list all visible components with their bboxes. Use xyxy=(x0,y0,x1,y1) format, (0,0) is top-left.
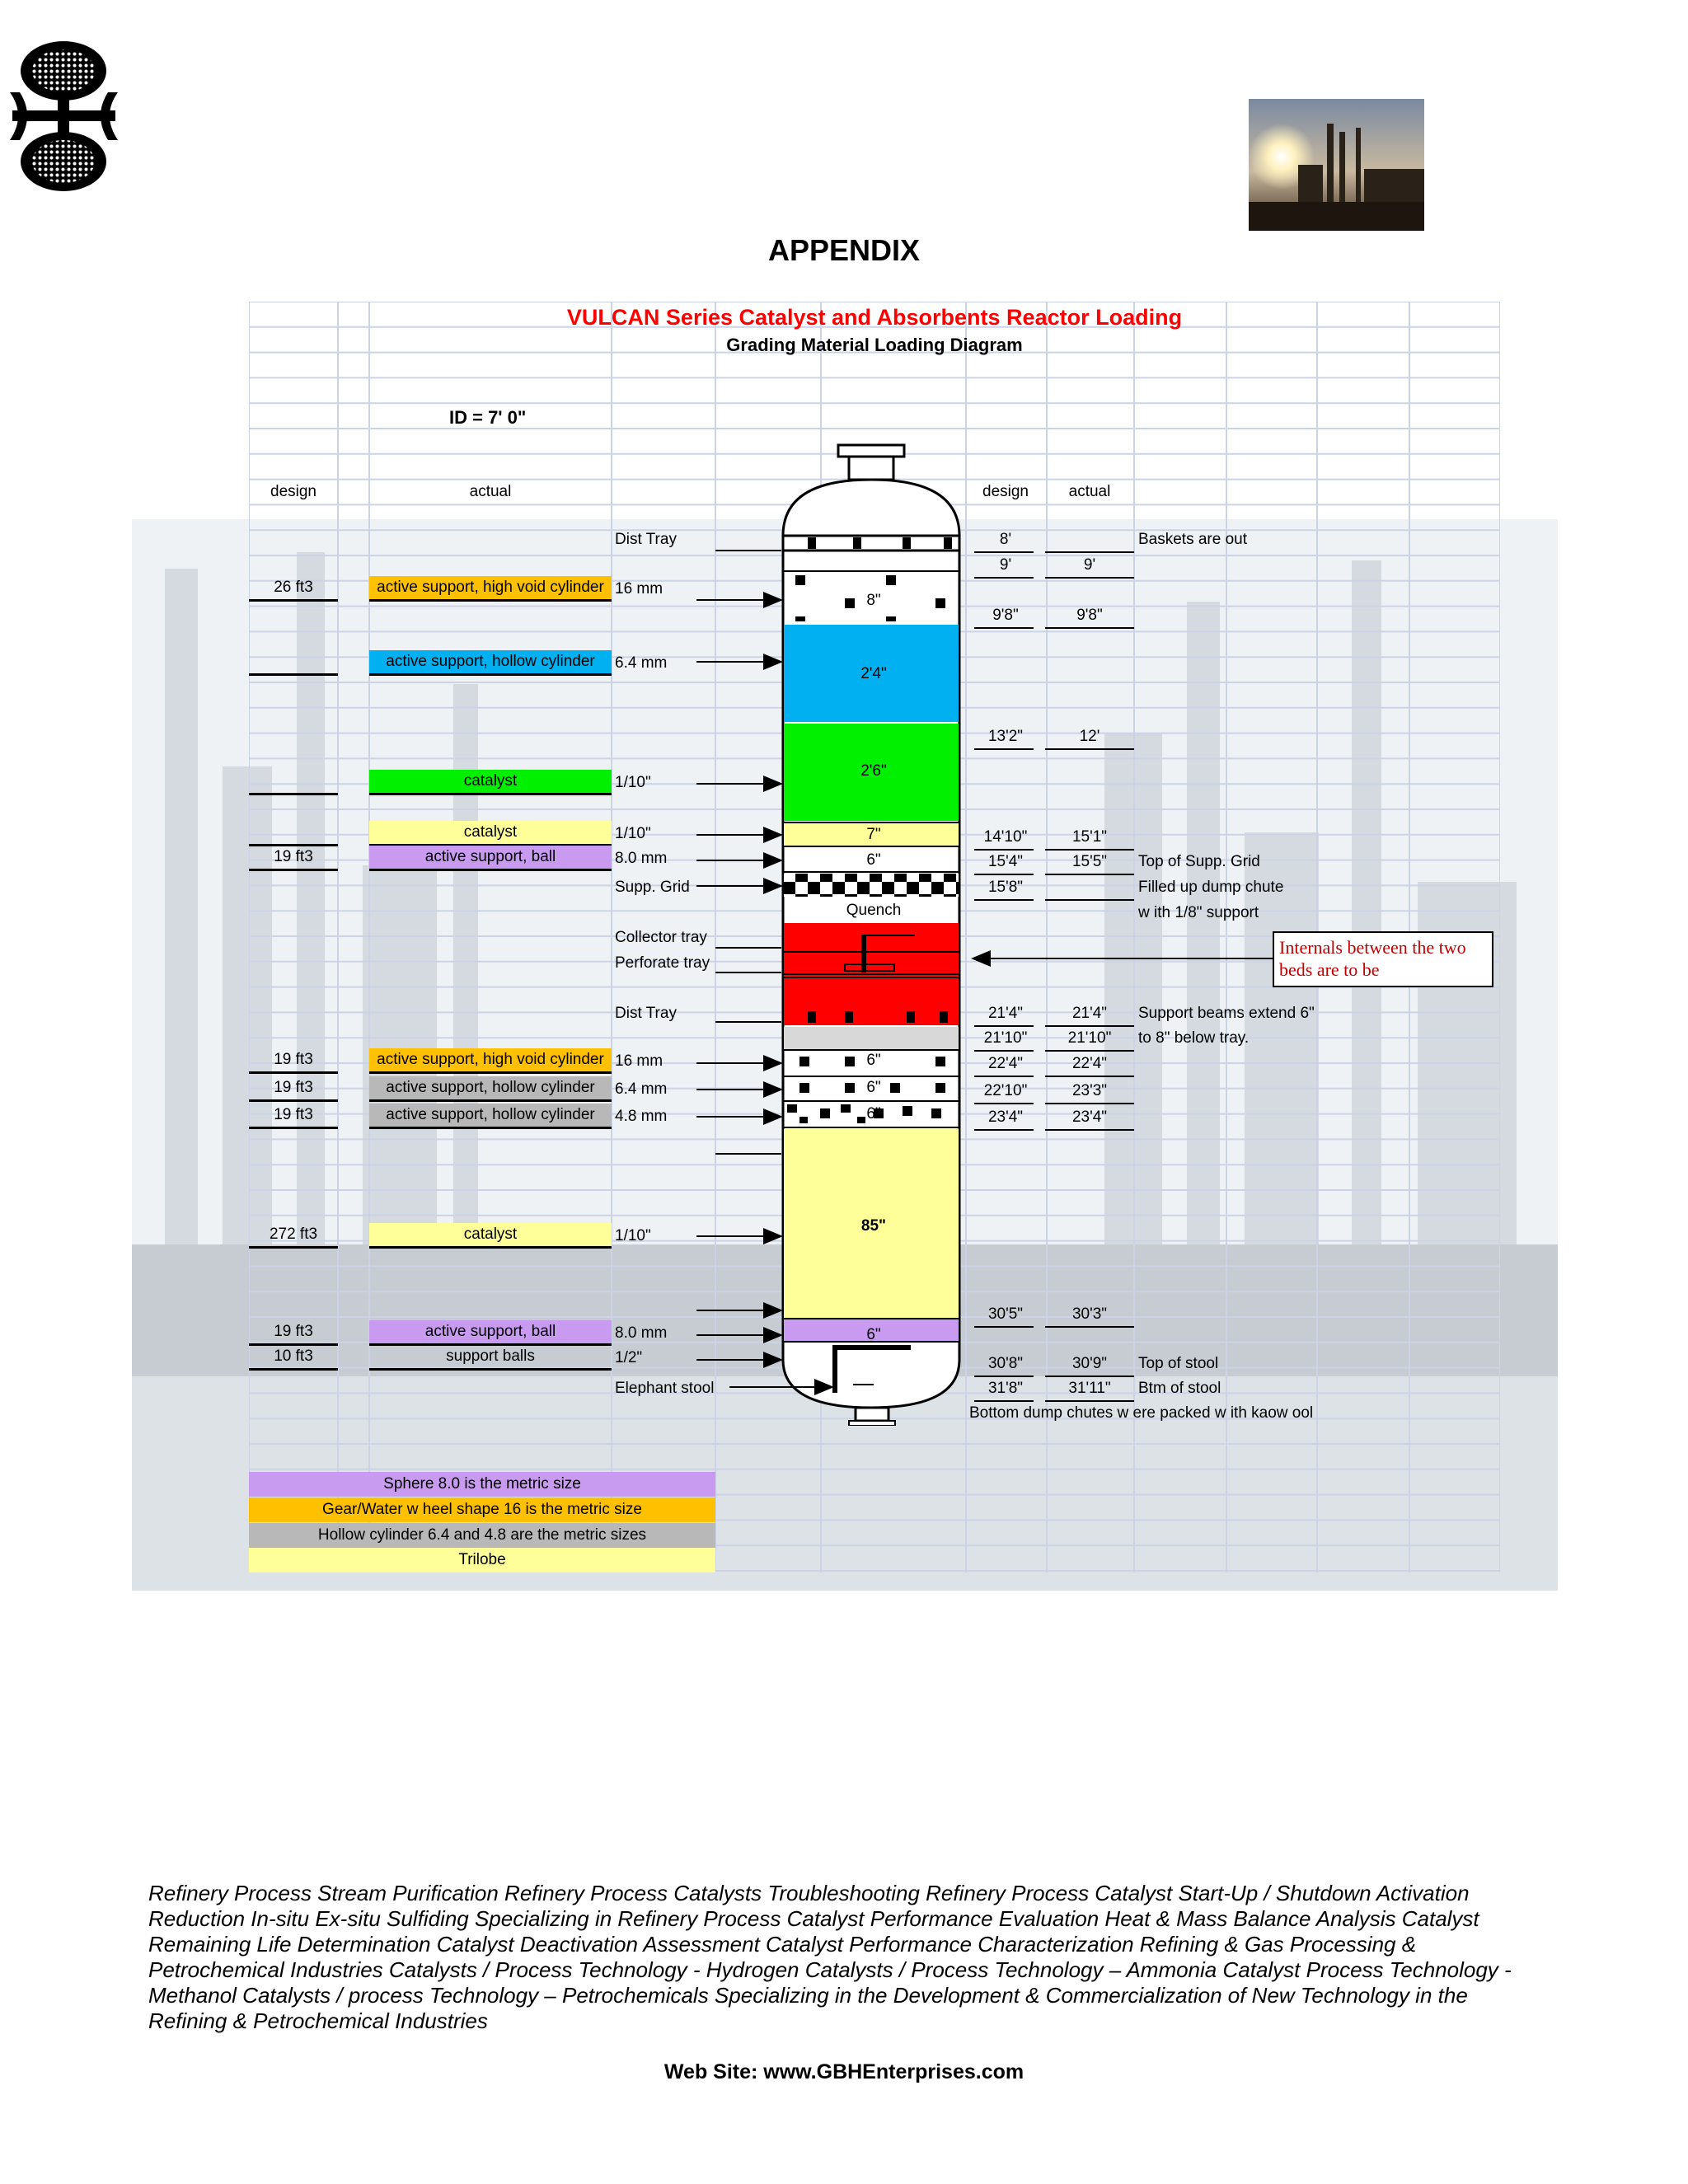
material-label: catalyst xyxy=(369,821,612,844)
legend-item: Hollow cylinder 6.4 and 4.8 are the metric sizes xyxy=(249,1523,715,1548)
right-design: 9' xyxy=(999,556,1012,574)
right-underline xyxy=(1045,1129,1134,1131)
elephant-stool-label: Elephant stool xyxy=(615,1380,715,1397)
dist-tray-top-label: Dist Tray xyxy=(615,531,677,548)
size-label: 1/10" xyxy=(615,774,651,791)
right-actual: 9'8" xyxy=(1076,607,1103,624)
right-underline xyxy=(1045,1050,1134,1052)
right-design: 30'8" xyxy=(987,1355,1024,1372)
left-volume: 19 ft3 xyxy=(274,1106,313,1123)
material-underline xyxy=(369,793,612,795)
footer-services: Refinery Process Stream Purification Refinery Process Catalysts Troubleshooting Refinery Process Catalyst Start-Up / Shutdown Activation Reduction In-situ Ex-situ Sulfiding Specializing in Refinery Process Catalyst Performance Evaluation Heat & Mass Balance Analysis Catalyst Remaining Life Determination Catalyst Deactivation Assessment Catalyst Performance Characterization Refining & Gas Processing & Petrochemical Industries Catalysts / Process Technology - Hydrogen Catalysts / Process Technology – Ammonia Catalyst Process Technology - Methanol Catalysts / process Technology – Petrochemicals Specializing in the Development & Commercialization of New Technology in the Refining & Petrochemical Industries xyxy=(148,1881,1512,2033)
callout-text: Internals between the two beds are to be xyxy=(1279,937,1466,980)
right-underline xyxy=(974,1400,1034,1402)
website-link[interactable]: Web Site: www.GBHEnterprises.com xyxy=(663,2060,1025,2083)
material-underline xyxy=(369,869,612,871)
perforate-tray-label: Perforate tray xyxy=(615,954,710,972)
green-bed-label: 2'6" xyxy=(860,762,887,780)
left-volume: 19 ft3 xyxy=(274,1079,313,1096)
right-underline xyxy=(1045,1376,1134,1377)
size-label: 6.4 mm xyxy=(615,654,668,672)
right-underline xyxy=(974,627,1034,629)
right-underline xyxy=(974,1129,1034,1131)
right-underline xyxy=(1045,1326,1134,1328)
volume-underline xyxy=(249,673,338,676)
left-actual-header: actual xyxy=(469,483,512,500)
right-underline xyxy=(1045,849,1134,851)
size-label: 4.8 mm xyxy=(615,1108,668,1125)
right-design: 15'8" xyxy=(987,879,1024,896)
right-underline xyxy=(974,1076,1034,1077)
right-actual: 21'4" xyxy=(1071,1005,1108,1022)
bottom-note: Bottom dump chutes w ere packed w ith kaow ool xyxy=(969,1404,1314,1422)
volume-underline xyxy=(249,793,338,795)
left-volume: 26 ft3 xyxy=(274,579,313,596)
material-underline xyxy=(369,1246,612,1249)
right-underline xyxy=(974,899,1034,901)
right-note: to 8" below tray. xyxy=(1138,1029,1250,1047)
material-label: active support, ball xyxy=(369,1320,612,1343)
size-label: 16 mm xyxy=(615,580,663,598)
collector-tray-label: Collector tray xyxy=(615,929,707,946)
size-label: 16 mm xyxy=(615,1052,663,1070)
right-design: 31'8" xyxy=(987,1380,1024,1397)
reactor-vessel xyxy=(709,437,981,1426)
volume-underline xyxy=(249,869,338,871)
right-underline xyxy=(1045,551,1134,553)
right-underline xyxy=(974,551,1034,553)
diagram-subtitle: Grading Material Loading Diagram xyxy=(726,335,1023,355)
size-label: 6.4 mm xyxy=(615,1080,668,1098)
left-design-header: design xyxy=(270,483,316,500)
right-note: w ith 1/8" support xyxy=(1138,904,1259,921)
right-design-header: design xyxy=(982,483,1029,500)
size-label: 1/10" xyxy=(615,1227,651,1244)
right-actual: 31'11" xyxy=(1068,1380,1111,1397)
right-underline xyxy=(1045,874,1134,875)
grade3-label: 6" xyxy=(866,1105,881,1122)
left-volume xyxy=(249,770,338,793)
right-underline xyxy=(974,1050,1034,1052)
right-underline xyxy=(974,1376,1034,1377)
right-underline xyxy=(974,849,1034,851)
right-underline xyxy=(1045,577,1134,579)
material-label: active support, hollow cylinder xyxy=(369,1104,612,1127)
left-volume: 19 ft3 xyxy=(274,848,313,865)
legend-item: Gear/Water w heel shape 16 is the metric size xyxy=(249,1497,715,1522)
right-actual: 23'3" xyxy=(1071,1082,1108,1099)
left-volume: 19 ft3 xyxy=(274,1323,313,1340)
right-actual: 12' xyxy=(1079,728,1100,745)
material-underline xyxy=(369,1127,612,1129)
left-volume xyxy=(249,650,338,673)
top-bed-label: 8" xyxy=(866,592,881,609)
right-design: 13'2" xyxy=(987,728,1024,745)
right-underline xyxy=(974,1025,1034,1027)
volume-underline xyxy=(249,1099,338,1102)
material-underline xyxy=(369,1099,612,1102)
material-underline xyxy=(369,599,612,602)
volume-underline xyxy=(249,1071,338,1074)
right-underline xyxy=(974,748,1034,750)
right-actual-header: actual xyxy=(1068,483,1111,500)
left-volume xyxy=(249,821,338,844)
right-note: Support beams extend 6" xyxy=(1138,1005,1315,1022)
right-underline xyxy=(1045,1103,1134,1104)
quench-label: Quench xyxy=(846,902,902,919)
volume-underline xyxy=(249,1127,338,1129)
size-label: 8.0 mm xyxy=(615,850,668,867)
right-actual: 15'1" xyxy=(1071,828,1108,846)
right-design: 22'10" xyxy=(983,1082,1028,1099)
right-underline xyxy=(1045,1076,1134,1077)
right-actual: 15'5" xyxy=(1071,853,1108,870)
blue-bed-label: 2'4" xyxy=(860,665,887,682)
diagram-title: VULCAN Series Catalyst and Absorbents Reactor Loading xyxy=(566,305,1183,330)
right-design: 21'10" xyxy=(983,1029,1028,1047)
id-label: ID = 7' 0" xyxy=(449,407,527,428)
refinery-photo xyxy=(1249,99,1424,231)
right-underline xyxy=(974,577,1034,579)
material-label: active support, hollow cylinder xyxy=(369,650,612,673)
right-design: 9'8" xyxy=(992,607,1019,624)
main-bed-label: 85" xyxy=(860,1217,887,1235)
material-label: active support, high void cylinder xyxy=(369,576,612,599)
right-actual: 22'4" xyxy=(1071,1055,1108,1072)
right-actual: 9' xyxy=(1083,556,1096,574)
left-volume: 272 ft3 xyxy=(269,1226,318,1243)
right-underline xyxy=(1045,899,1134,901)
legend-item: Trilobe xyxy=(249,1548,715,1572)
right-actual: 23'4" xyxy=(1071,1108,1108,1126)
right-design: 30'5" xyxy=(987,1305,1024,1323)
right-underline xyxy=(974,874,1034,875)
volume-underline xyxy=(249,1246,338,1249)
right-design: 22'4" xyxy=(987,1055,1024,1072)
right-actual: 30'9" xyxy=(1071,1355,1108,1372)
volume-underline xyxy=(249,1368,338,1371)
size-label: 1/2" xyxy=(615,1349,643,1366)
supp-grid-label: Supp. Grid xyxy=(615,879,690,896)
right-design: 8' xyxy=(999,531,1012,548)
appendix-title: APPENDIX xyxy=(767,233,921,267)
right-actual: 21'10" xyxy=(1067,1029,1112,1047)
dist-tray-mid-label: Dist Tray xyxy=(615,1005,677,1022)
callout-box xyxy=(1273,931,1493,987)
right-underline xyxy=(974,1103,1034,1104)
right-design: 14'10" xyxy=(983,828,1028,846)
right-underline xyxy=(1045,1400,1134,1402)
right-note: Baskets are out xyxy=(1138,531,1248,548)
right-actual: 30'3" xyxy=(1071,1305,1108,1323)
material-label: active support, hollow cylinder xyxy=(369,1076,612,1099)
right-underline xyxy=(1045,1025,1134,1027)
material-underline xyxy=(369,1368,612,1371)
material-underline xyxy=(369,673,612,676)
material-label: catalyst xyxy=(369,1223,612,1246)
size-label: 8.0 mm xyxy=(615,1324,668,1342)
left-volume: 19 ft3 xyxy=(274,1051,313,1068)
right-note: Filled up dump chute xyxy=(1138,879,1284,896)
grade2-label: 6" xyxy=(866,1079,881,1096)
right-underline xyxy=(974,1326,1034,1328)
right-note: Top of Supp. Grid xyxy=(1138,853,1260,870)
right-underline xyxy=(1045,748,1134,750)
gbh-logo-icon xyxy=(8,40,120,193)
left-volume: 10 ft3 xyxy=(274,1347,313,1365)
right-underline xyxy=(1045,627,1134,629)
material-underline xyxy=(369,1071,612,1074)
material-label: active support, high void cylinder xyxy=(369,1048,612,1071)
right-note: Btm of stool xyxy=(1138,1380,1221,1397)
right-design: 23'4" xyxy=(987,1108,1024,1126)
legend-item: Sphere 8.0 is the metric size xyxy=(249,1472,715,1497)
material-label: support balls xyxy=(446,1347,535,1365)
size-label: 1/10" xyxy=(615,825,651,842)
grade1-label: 6" xyxy=(866,1052,881,1069)
material-label: active support, ball xyxy=(369,846,612,869)
volume-underline xyxy=(249,599,338,602)
right-design: 21'4" xyxy=(987,1005,1024,1022)
yellow-small-label: 7" xyxy=(866,826,881,843)
right-note: Top of stool xyxy=(1138,1355,1219,1372)
white-small-label: 6" xyxy=(866,851,881,869)
material-label: catalyst xyxy=(369,770,612,793)
bottom-bed-label: 6" xyxy=(866,1326,881,1343)
right-design: 15'4" xyxy=(987,853,1024,870)
